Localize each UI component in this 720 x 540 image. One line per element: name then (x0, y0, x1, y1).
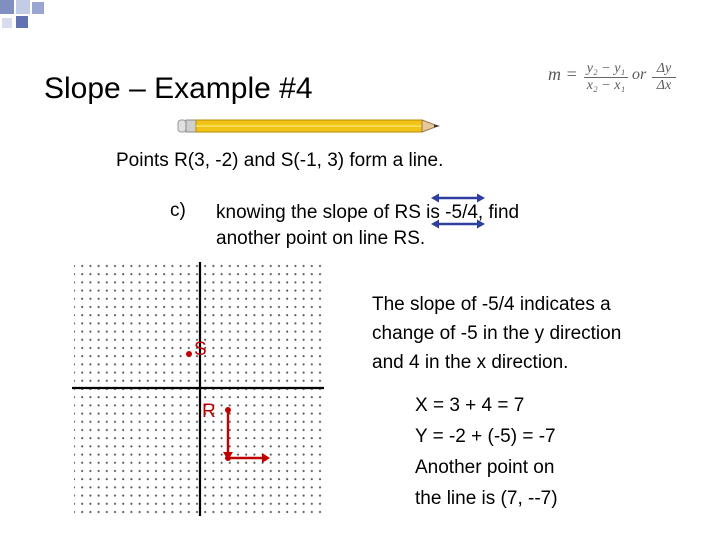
label-r: R (202, 401, 216, 422)
formula-m: m = (548, 64, 578, 84)
formula-fraction-coordinates (584, 61, 628, 94)
part-label: c) (170, 200, 186, 221)
label-s: S (194, 339, 207, 360)
formula-or: or (632, 66, 647, 83)
line-notation-arrow-1 (431, 192, 489, 204)
calc-line: Y = -2 + (-5) = -7 (415, 426, 556, 447)
part-c-line1: knowing the slope of RS is -5/4, find (216, 202, 520, 223)
slide-title: Slope – Example #4 (44, 72, 313, 105)
point-s (186, 351, 192, 357)
corner-decoration (0, 0, 60, 40)
slope-explanation (372, 290, 621, 377)
formula-delta-y: Δy (656, 61, 672, 76)
coordinate-grid (70, 262, 326, 516)
formula-delta-x: Δx (656, 78, 672, 93)
formula-numerator: y₂ − y₁ (586, 61, 626, 76)
points-statement: Points R(3, -2) and S(-1, 3) form a line. (116, 150, 444, 171)
calc-line: Another point on (415, 457, 555, 478)
formula-denominator: x₂ − x₁ (586, 78, 626, 93)
corner-point (225, 455, 231, 461)
calc-line: the line is (7, --7) (415, 488, 558, 509)
explanation-line: change of -5 in the y direction (372, 323, 622, 344)
explanation-line: and 4 in the x direction. (372, 352, 569, 373)
explanation-line: The slope of -5/4 indicates a (372, 294, 611, 315)
line-notation-arrow-2 (431, 218, 489, 230)
pencil-divider-icon (172, 117, 452, 137)
calc-line: X = 3 + 4 = 7 (415, 395, 525, 416)
calculation-block (415, 390, 558, 514)
part-c-line2: another point on line RS. (216, 228, 426, 249)
formula-fraction-delta (652, 61, 676, 94)
